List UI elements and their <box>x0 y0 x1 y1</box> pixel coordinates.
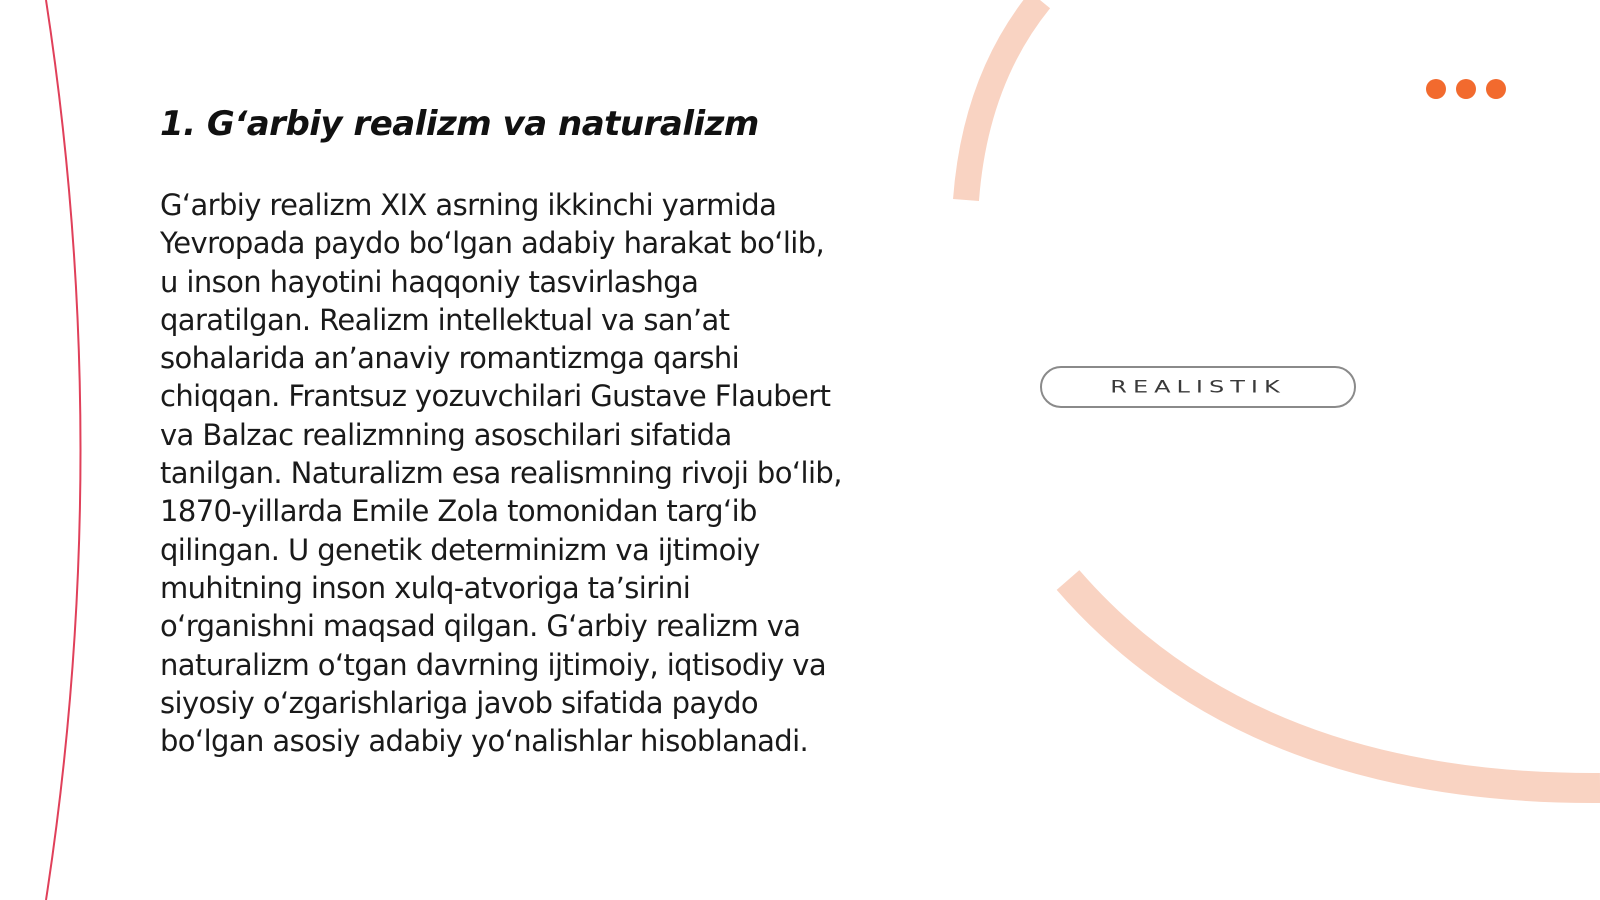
upper-peach-arc <box>966 0 1040 200</box>
orange-dot-3 <box>1486 79 1506 99</box>
logo-text: REALISTIK <box>1110 377 1286 397</box>
left-curve-line <box>46 0 81 900</box>
slide-body-text: G‘arbiy realizm XIX asrning ikkinchi yarmida Yevropada paydo bo‘lgan adabiy harakat bo‘lib, u inson hayotini haqqoniy tasvirlashga qaratilgan. Realizm intellektual va san’at sohalarida an’anaviy romantizmga qarshi chiqqan. Frantsuz yozuvchilari Gustave Flaubert va Balzac realizmning asoschilari sifatida tanilgan. Naturalizm esa realismning rivoji bo‘lib, 1870-yillarda Emile Zola tomonidan targ‘ib qilingan. U genetik determinizm va ijtimoiy muhitning inson xulq-atvoriga ta’sirini o‘rganishni maqsad qilgan. G‘arbiy realizm va naturalizm o‘tgan davrning ijtimoiy, iqtisodiy va siyosiy o‘zgarishlariga javob sifatida paydo bo‘lgan asosiy adabiy yo‘nalishlar hisoblanadi. <box>160 188 842 759</box>
realistik-logo <box>1040 366 1356 408</box>
orange-dot-1 <box>1426 79 1446 99</box>
orange-dot-2 <box>1456 79 1476 99</box>
lower-peach-arc <box>1068 580 1600 788</box>
dots-decoration <box>1426 79 1506 99</box>
slide-title: 1. G‘arbiy realizm va naturalizm <box>160 104 759 144</box>
